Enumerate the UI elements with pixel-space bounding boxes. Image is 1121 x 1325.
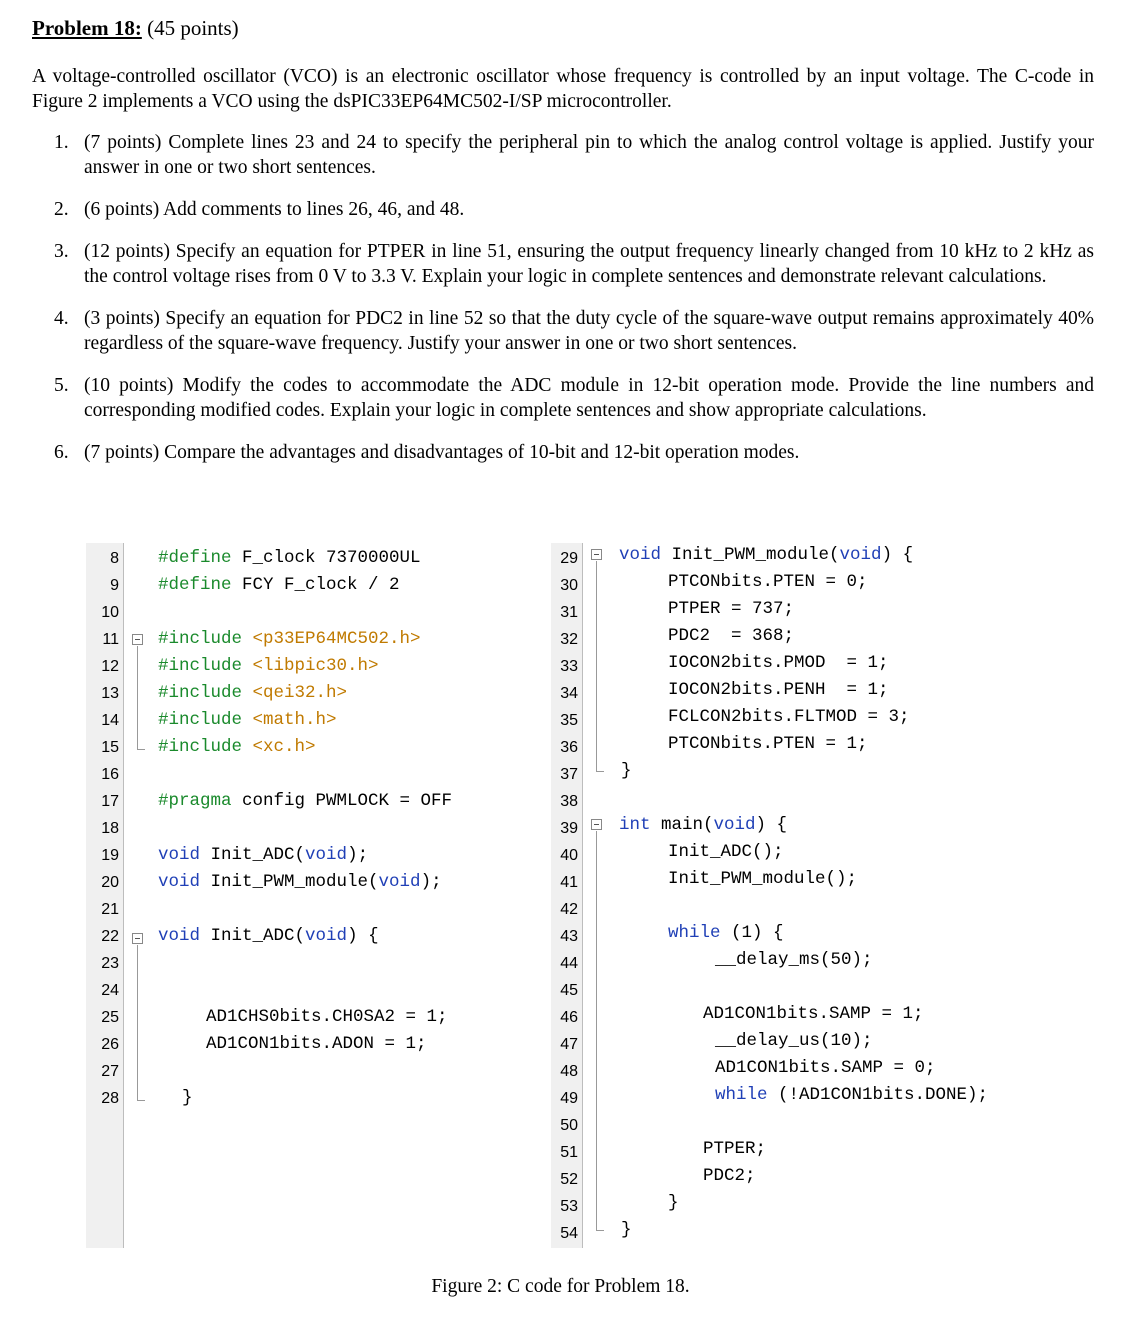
line-number: 47: [560, 1036, 578, 1053]
code-line: AD1CON1bits.ADON = 1;: [206, 1034, 427, 1054]
code-line: }: [621, 1220, 632, 1240]
line-number-gutter: [551, 543, 583, 1248]
line-number: 28: [101, 1090, 119, 1107]
fold-collapse-icon[interactable]: [132, 933, 143, 944]
line-number: 24: [101, 982, 119, 999]
line-number: 16: [101, 766, 119, 783]
line-number: 41: [560, 874, 578, 891]
code-line: }: [182, 1088, 193, 1108]
code-line: void Init_PWM_module(void) {: [619, 545, 914, 565]
line-number: 23: [101, 955, 119, 972]
question-item: [54, 306, 1094, 356]
code-line: #pragma config PWMLOCK = OFF: [158, 791, 453, 811]
line-number: 26: [101, 1036, 119, 1053]
question-number: 5.: [54, 375, 69, 396]
fold-guide-end: [137, 749, 145, 750]
fold-guide: [137, 945, 138, 1100]
code-line: IOCON2bits.PENH = 1;: [668, 680, 889, 700]
line-number: 36: [560, 739, 578, 756]
code-line: }: [621, 761, 632, 781]
line-number: 50: [560, 1117, 578, 1134]
code-line: PTPER = 737;: [668, 599, 795, 619]
line-number: 44: [560, 955, 578, 972]
code-line: #include <qei32.h>: [158, 683, 348, 703]
line-number: 14: [101, 712, 119, 729]
problem-heading: [32, 16, 239, 41]
line-number: 13: [101, 685, 119, 702]
question-text: (7 points) Compare the advantages and disadvantages of 10-bit and 12-bit operation modes.: [84, 442, 800, 463]
code-line: IOCON2bits.PMOD = 1;: [668, 653, 889, 673]
line-number: 31: [560, 604, 578, 621]
line-number: 49: [560, 1090, 578, 1107]
code-line: FCLCON2bits.FLTMOD = 3;: [668, 707, 910, 727]
line-number: 32: [560, 631, 578, 648]
line-number: 51: [560, 1144, 578, 1161]
line-number: 25: [101, 1009, 119, 1026]
question-text: (7 points) Complete lines 23 and 24 to specify the peripheral pin to which the analog control voltage is applied. Justify your answer in one or two short sentences.: [84, 132, 1094, 178]
line-number: 18: [101, 820, 119, 837]
question-text: (6 points) Add comments to lines 26, 46, and 48.: [84, 199, 465, 220]
fold-collapse-icon[interactable]: [591, 549, 602, 560]
fold-guide: [596, 561, 597, 771]
line-number: 45: [560, 982, 578, 999]
line-number: 30: [560, 577, 578, 594]
question-item: [54, 130, 1094, 180]
line-number: 12: [101, 658, 119, 675]
question-number: 4.: [54, 308, 69, 329]
question-number: 3.: [54, 241, 69, 262]
line-number: 29: [560, 550, 578, 567]
question-number: 6.: [54, 442, 69, 463]
fold-guide: [596, 831, 597, 1230]
code-line: while (1) {: [668, 923, 784, 943]
line-number-gutter: [86, 543, 124, 1248]
code-line: PTCONbits.PTEN = 1;: [668, 734, 868, 754]
question-number: 2.: [54, 199, 69, 220]
code-line: AD1CON1bits.SAMP = 0;: [715, 1058, 936, 1078]
code-line: #define F_clock 7370000UL: [158, 548, 421, 568]
question-text: (12 points) Specify an equation for PTPER in line 51, ensuring the output frequency linearly changed from 10 kHz to 2 kHz as the control voltage rises from 0 V to 3.3 V. Explain your logic in complete sentences and demonstrate relevant calculations.: [84, 241, 1094, 287]
code-panel-left: [86, 543, 526, 1248]
line-number: 54: [560, 1225, 578, 1242]
code-line: Init_PWM_module();: [668, 869, 858, 889]
question-text: (10 points) Modify the codes to accommodate the ADC module in 12-bit operation mode. Provide the line numbers and corresponding modified codes. Explain your logic in complete sentences and show appropriate calculations.: [84, 375, 1094, 421]
line-number: 43: [560, 928, 578, 945]
line-number: 11: [102, 631, 119, 648]
question-item: [54, 373, 1094, 423]
question-text: (3 points) Specify an equation for PDC2 in line 52 so that the duty cycle of the square-wave output remains approximately 40% regardless of the square-wave frequency. Justify your answer in one or two short sentences.: [84, 308, 1094, 354]
code-line: #include <xc.h>: [158, 737, 316, 757]
fold-guide: [137, 646, 138, 749]
question-number: 1.: [54, 132, 69, 153]
line-number: 19: [101, 847, 119, 864]
question-item: [54, 197, 1094, 222]
code-line: void Init_ADC(void);: [158, 845, 369, 865]
line-number: 27: [101, 1063, 119, 1080]
line-number: 52: [560, 1171, 578, 1188]
figure-caption: Figure 2: C code for Problem 18.: [431, 1276, 690, 1297]
code-line: #include <p33EP64MC502.h>: [158, 629, 421, 649]
question-item: [54, 239, 1094, 289]
code-line: PDC2 = 368;: [668, 626, 795, 646]
code-panel-right: [551, 543, 1071, 1248]
line-number: 20: [101, 874, 119, 891]
line-number: 15: [101, 739, 119, 756]
line-number: 39: [560, 820, 578, 837]
code-line: }: [668, 1193, 679, 1213]
code-line: #include <libpic30.h>: [158, 656, 379, 676]
code-line: int main(void) {: [619, 815, 788, 835]
question-list: [54, 130, 1094, 465]
problem-points: (45 points): [147, 16, 239, 40]
line-number: 37: [560, 766, 578, 783]
code-line: __delay_us(10);: [715, 1031, 873, 1051]
code-line: PTPER;: [703, 1139, 767, 1159]
code-line: void Init_ADC(void) {: [158, 926, 379, 946]
code-line: Init_ADC();: [668, 842, 784, 862]
fold-collapse-icon[interactable]: [132, 634, 143, 645]
line-number: 42: [560, 901, 578, 918]
line-number: 33: [560, 658, 578, 675]
line-number: 40: [560, 847, 578, 864]
line-number: 10: [101, 604, 119, 621]
line-number: 53: [560, 1198, 578, 1215]
line-number: 35: [560, 712, 578, 729]
line-number: 17: [101, 793, 119, 810]
code-line: AD1CHS0bits.CH0SA2 = 1;: [206, 1007, 448, 1027]
problem-title: Problem 18:: [32, 16, 142, 40]
line-number: 34: [560, 685, 578, 702]
code-line: #define FCY F_clock / 2: [158, 575, 400, 595]
fold-collapse-icon[interactable]: [591, 819, 602, 830]
line-number: 48: [560, 1063, 578, 1080]
fold-guide-end: [137, 1100, 145, 1101]
line-number: 21: [101, 901, 119, 918]
fold-guide-end: [596, 771, 604, 772]
line-number: 46: [560, 1009, 578, 1026]
line-number: 9: [110, 577, 119, 594]
question-item: [54, 440, 1094, 465]
code-line: __delay_ms(50);: [715, 950, 873, 970]
code-line: PDC2;: [703, 1166, 756, 1186]
code-line: void Init_PWM_module(void);: [158, 872, 442, 892]
line-number: 8: [110, 550, 119, 567]
line-number: 22: [101, 928, 119, 945]
problem-intro: A voltage-controlled oscillator (VCO) is an electronic oscillator whose frequency is controlled by an input voltage. The C-code in Figure 2 implements a VCO using the dsPIC33EP64MC502-I/SP microcontroller.: [32, 66, 1094, 112]
code-line: PTCONbits.PTEN = 0;: [668, 572, 868, 592]
code-line: #include <math.h>: [158, 710, 337, 730]
line-number: 38: [560, 793, 578, 810]
code-line: AD1CON1bits.SAMP = 1;: [703, 1004, 924, 1024]
code-line: while (!AD1CON1bits.DONE);: [715, 1085, 989, 1105]
fold-guide-end: [596, 1230, 604, 1231]
